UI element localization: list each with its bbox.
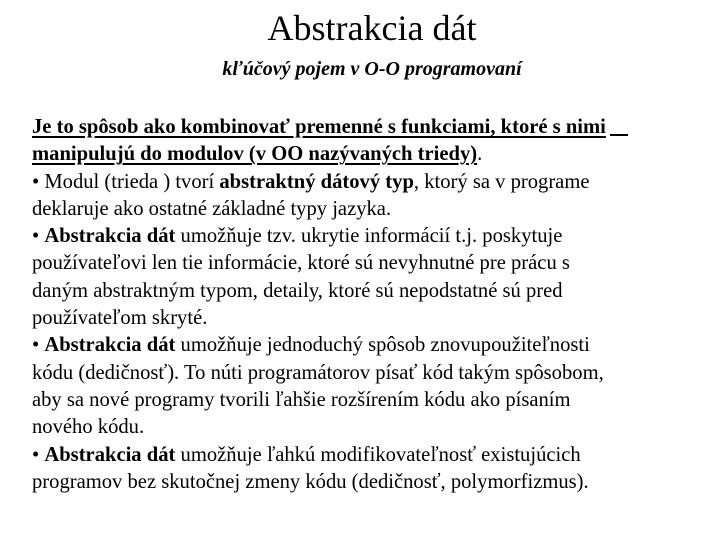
intro-period: . [477,143,483,166]
bullet-4-line-2: programov bez skutočnej zmeny kódu (dedičnosť, polymorfizmus). [32,470,589,493]
bullet-1-line-2: deklaruje ako ostatné základné typy jazyka. [32,197,392,220]
bullet-3-line-4: nového kódu. [32,416,145,439]
bullet-3-line-3: aby sa nové programy tvorili ľahšie rozšírením kódu ako písaním [32,388,571,411]
bullet-2-line-3: daným abstraktným typom, detaily, ktoré sú nepodstatné sú pred [32,279,563,302]
slide-title: Abstrakcia dát [267,8,477,48]
bullet-2-rest: umožňuje tzv. ukrytie informácií t.j. poskytuje [175,225,563,248]
bullet-1-prefix: • Modul (trieda ) tvorí [32,170,220,193]
intro-text-1: Je to spôsob ako kombinovať premenné s funkciami, ktoré s nimi [32,116,606,138]
bullet-1-line-1 [32,169,716,196]
intro-text-2: manipulujú do modulov (v OO nazývaných triedy) [32,143,478,166]
bullet-1-rest: , ktorý sa v programe [413,170,590,193]
intro-line-2 [32,141,716,168]
bullet-2-line-4: používateľom skryté. [32,307,208,330]
bullet-2-line-1 [32,223,716,250]
bullet-2-term: Abstrakcia dát [44,225,176,248]
bullet-4-rest: umožňuje ľahkú modifikovateľnosť existujúcich [175,443,581,466]
bullet-2-line-2: používateľovi len tie informácie, ktoré sú nevyhnutné pre prácu s [32,252,570,275]
bullet-3-line-1 [32,332,716,359]
bullet-1-term: abstraktný dátový typ [219,170,414,193]
bullet-3-line-2: kódu (dedičnosť). To núti programátorov písať kód takým spôsobom, [32,361,604,384]
bullet-4-line-1 [32,442,716,469]
underline-tail [610,134,628,136]
slide-body [32,114,716,496]
bullet-3-term: Abstrakcia dát [44,334,176,357]
bullet-2-prefix: • [32,225,45,248]
bullet-3-rest: umožňuje jednoduchý spôsob znovupoužiteľnosti [175,334,590,357]
intro-line-1 [32,114,716,141]
bullet-3-prefix: • [32,334,45,357]
slide-subtitle: kľúčový pojem v O-O programovaní [222,58,522,80]
bullet-4-prefix: • [32,443,45,466]
bullet-4-term: Abstrakcia dát [44,443,176,466]
